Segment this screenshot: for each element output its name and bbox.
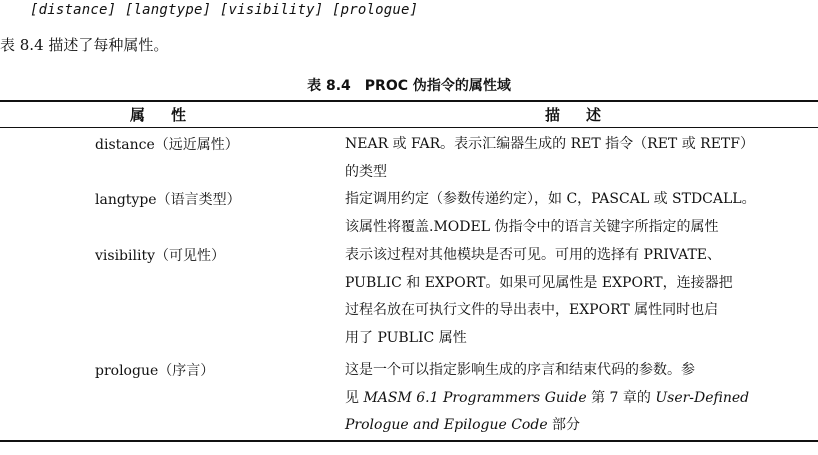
description-cell bbox=[345, 131, 805, 186]
description-line: NEAR 或 FAR。表示汇编器生成的 RET 指令（RET 或 RETF） bbox=[345, 136, 754, 152]
header-description: 描述 bbox=[545, 106, 628, 124]
text-fragment: 见 bbox=[345, 389, 364, 406]
description-line bbox=[345, 385, 805, 413]
table-header-rule bbox=[0, 127, 818, 128]
section-title: Prologue and Epilogue Code bbox=[345, 417, 548, 433]
table-caption bbox=[0, 75, 818, 95]
attribute-cell: langtype（语言类型） bbox=[95, 192, 241, 208]
description-line: 的类型 bbox=[345, 163, 387, 180]
syntax-line: [distance] [langtype] [visibility] [prologue] bbox=[30, 2, 419, 18]
attribute-cell: visibility（可见性） bbox=[95, 248, 225, 264]
description-line: 指定调用约定（参数传递约定），如 C，PASCAL 或 STDCALL。 bbox=[345, 191, 756, 207]
table-caption-title: PROC 伪指令的属性域 bbox=[364, 78, 511, 94]
description-line: 该属性将覆盖.MODEL 伪指令中的语言关键字所指定的属性 bbox=[345, 218, 719, 235]
text-fragment: 第 7 章的 bbox=[586, 389, 656, 406]
table-caption-number: 表 8.4 bbox=[307, 78, 351, 94]
book-title: MASM 6.1 Programmers Guide bbox=[363, 389, 587, 406]
description-line bbox=[345, 412, 805, 440]
description-line: 过程名放在可执行文件的导出表中，EXPORT 属性同时也启 bbox=[345, 302, 719, 318]
attribute-cell: prologue（序言） bbox=[95, 363, 215, 379]
table-top-rule bbox=[0, 100, 818, 102]
table-bottom-rule bbox=[0, 440, 818, 442]
intro-text: 表 8.4 描述了每种属性。 bbox=[0, 36, 169, 54]
description-cell bbox=[345, 186, 805, 241]
header-attribute: 属性 bbox=[130, 106, 213, 124]
description-line: PUBLIC 和 EXPORT。如果可见属性是 EXPORT，连接器把 bbox=[345, 274, 733, 291]
text-fragment: 部分 bbox=[547, 417, 581, 433]
description-line: 用了 PUBLIC 属性 bbox=[345, 329, 467, 346]
description-cell bbox=[345, 242, 805, 352]
section-title: User-Defined bbox=[655, 389, 750, 406]
description-line: 表示该过程对其他模块是否可见。可用的选择有 PRIVATE、 bbox=[345, 247, 722, 263]
attribute-cell: distance（远近属性） bbox=[95, 137, 239, 153]
description-line: 这是一个可以指定影响生成的序言和结束代码的参数。参 bbox=[345, 362, 695, 378]
description-cell bbox=[345, 357, 805, 440]
